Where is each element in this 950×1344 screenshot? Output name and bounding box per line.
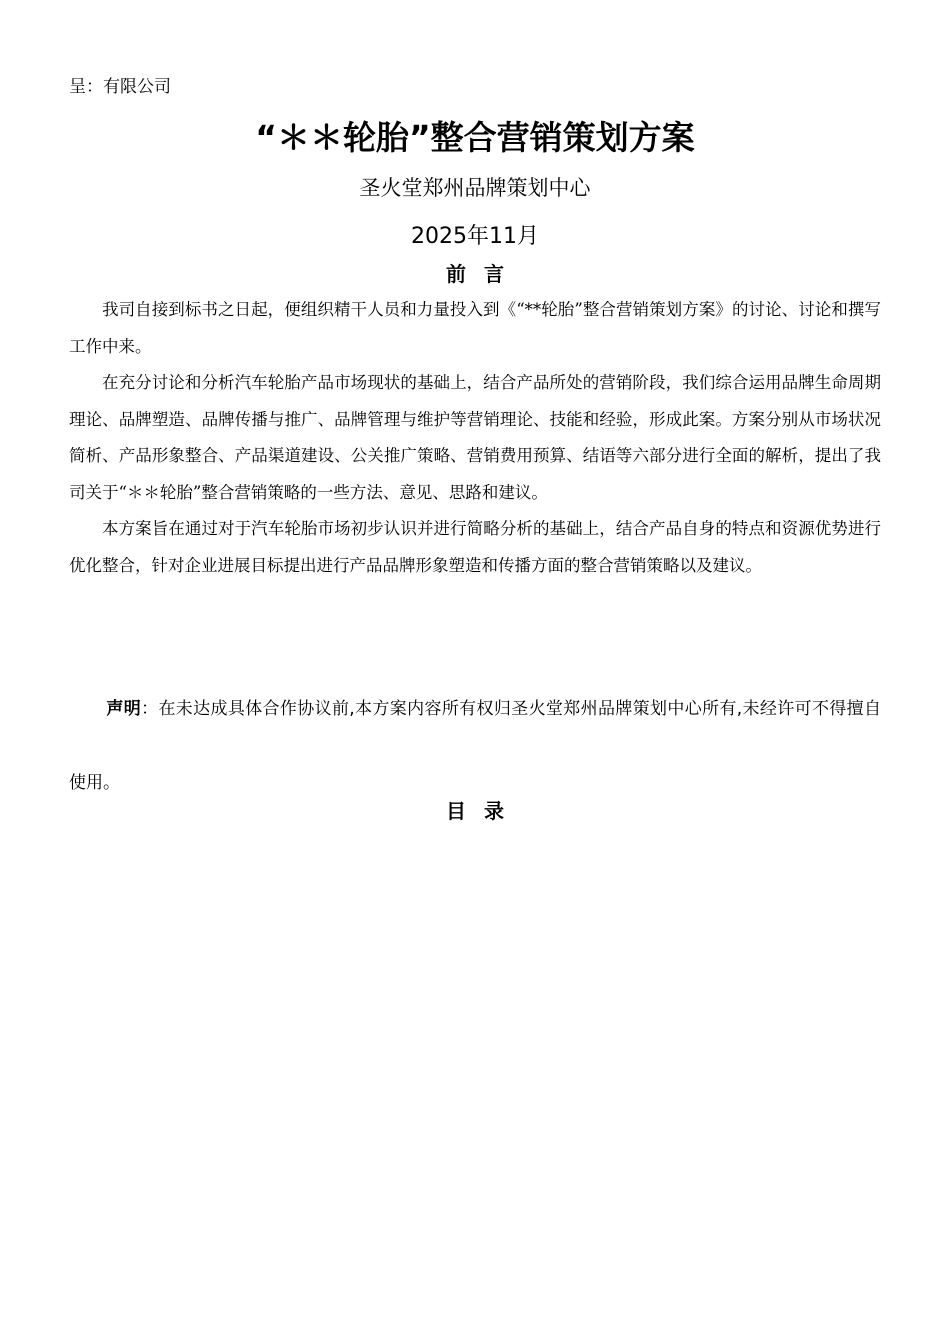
preface-paragraph-2: 在充分讨论和分析汽车轮胎产品市场现状的基础上，结合产品所处的营销阶段，我们综合运用品牌生命周期理论、品牌塑造、品牌传播与推广、品牌管理与维护等营销理论、技能和经验，形成此案。方案分别从市场状况简析、产品形象整合、产品渠道建设、公关推广策略、营销费用预算、结语等六部分进行全面的解析，提出了我司关于“＊＊轮胎”整合营销策略的一些方法、意见、思路和建议。 (69, 373, 881, 502)
preface-paragraph-3: 本方案旨在通过对于汽车轮胎市场初步认识并进行简略分析的基础上，结合产品自身的特点和资源优势进行优化整合，针对企业进展目标提出进行产品品牌形象塑造和传播方面的整合营销策略以及建议。 (69, 519, 881, 575)
preface-heading: 前言 (446, 262, 522, 286)
statement-label: 声明 (106, 699, 142, 719)
preface-body (69, 292, 881, 584)
toc-heading: 目录 (446, 799, 522, 823)
statement-text: ：在未达成具体合作协议前,本方案内容所有权归圣火堂郑州品牌策划中心所有,未经许可不得擅自使用。 (69, 699, 881, 793)
document-date: 2025年11月 (411, 224, 539, 249)
addressee-line: 呈：有限公司 (69, 77, 171, 97)
preface-paragraph-1: 我司自接到标书之日起，便组织精干人员和力量投入到《“**轮胎”整合营销策划方案》的讨论、讨论和撰写工作中来。 (69, 300, 881, 356)
organization-name: 圣火堂郑州品牌策划中心 (359, 176, 591, 200)
document-title: “＊＊轮胎”整合营销策划方案 (255, 118, 695, 157)
